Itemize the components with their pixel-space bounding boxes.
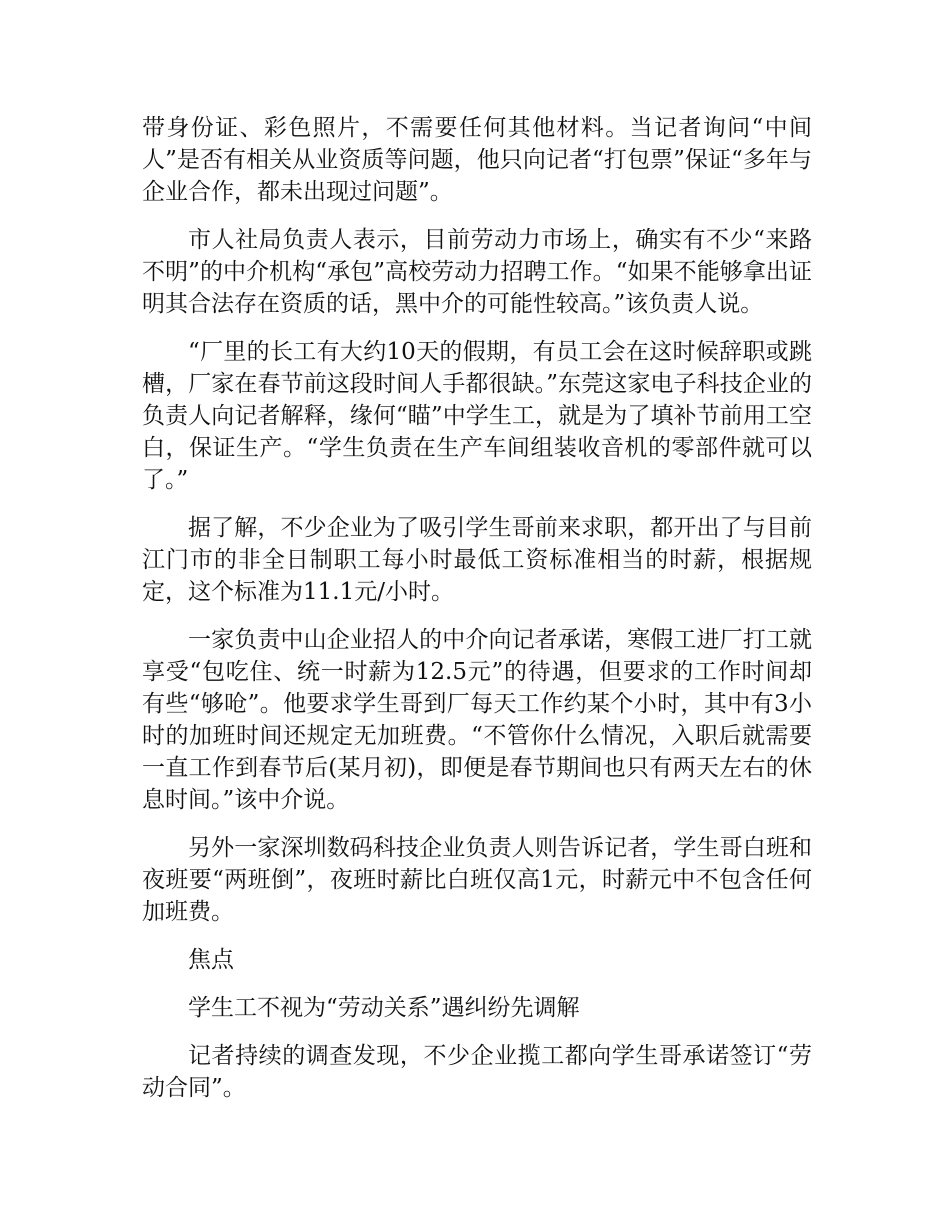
section-heading: 学生工不视为“劳动关系”遇纠纷先调解 [188,995,580,1021]
paragraph-5: 一家负责中山企业招人的中介向记者承诺，寒假工进厂打工就享受“包吃住、统一时薪为12.5元”的待遇，但要求的工作时间却有些“够呛”。他要求学生哥到厂每天工作约某个小时，其中有3小时的加班时间还规定无加班费。“不管你什么情况，入职后就需要一直工作到春节后(某月初)，即便是春节期间也只有两天左右的休息时间。”该中介说。 [142,627,812,813]
section-label: 焦点 [188,947,234,973]
document-page [142,112,812,1120]
paragraph-4: 据了解，不少企业为了吸引学生哥前来求职，都开出了与目前江门市的非全日制职工每小时最低工资标准相当的时薪，根据规定，这个标准为11.1元/小时。 [142,515,812,605]
paragraph-2: 市人社局负责人表示，目前劳动力市场上，确实有不少“来路不明”的中介机构“承包”高校劳动力招聘工作。“如果不能够拿出证明其合法存在资质的话，黑中介的可能性较高。”该负责人说。 [142,227,812,317]
paragraph-6: 另外一家深圳数码科技企业负责人则告诉记者，学生哥白班和夜班要“两班倒”，夜班时薪比白班仅高1元，时薪元中不包含任何加班费。 [142,835,812,925]
paragraph-7: 记者持续的调查发现，不少企业揽工都向学生哥承诺签订“劳动合同”。 [142,1043,812,1101]
paragraph-1: 带身份证、彩色照片，不需要任何其他材料。当记者询问“中间人”是否有相关从业资质等问题，他只向记者“打包票”保证“多年与企业合作，都未出现过问题”。 [142,115,812,205]
paragraph-3: “厂里的长工有大约10天的假期，有员工会在这时候辞职或跳槽，厂家在春节前这段时间人手都很缺。”东莞这家电子科技企业的负责人向记者解释，缘何“瞄”中学生工，就是为了填补节前用工空白，保证生产。“学生负责在生产车间组装收音机的零部件就可以了。” [142,339,812,493]
